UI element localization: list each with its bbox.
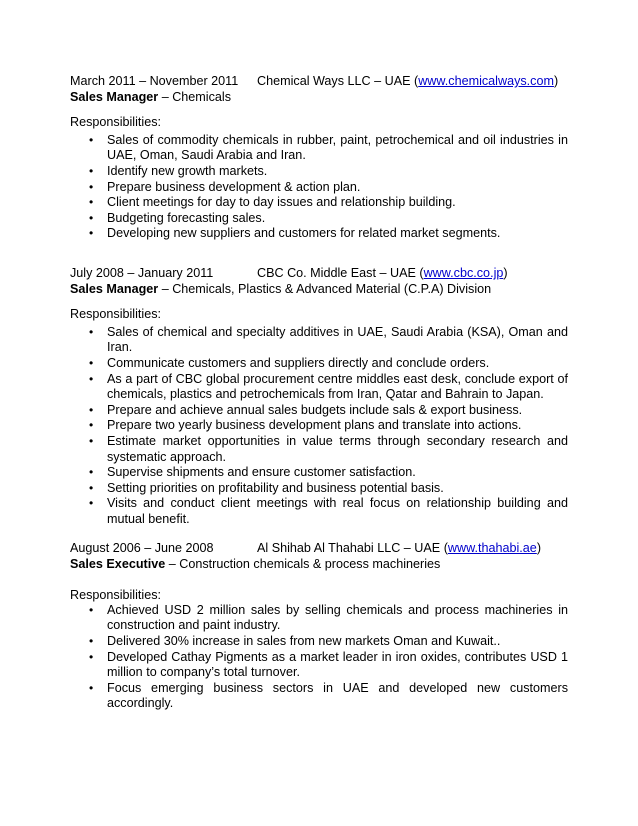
role-name: Sales Manager xyxy=(70,90,159,105)
company-name: CBC Co. Middle East – UAE (www.cbc.co.jp) xyxy=(257,266,508,280)
list-item: • Sales of chemical and specialty additives in UAE, Saudi Arabia (KSA), Oman and Iran. xyxy=(89,324,568,355)
job-dates: August 2006 – June 2008 xyxy=(70,541,214,555)
bullet-icon: • xyxy=(89,164,94,179)
bullet-icon: • xyxy=(89,179,94,194)
bullet-icon: • xyxy=(89,132,94,147)
job-dates: July 2008 – January 2011 xyxy=(70,266,214,280)
list-item: • Prepare two yearly business development plans and translate into actions. xyxy=(89,418,522,433)
job-header xyxy=(70,540,568,556)
bullet-icon: • xyxy=(89,680,94,695)
list-item: • Prepare and achieve annual sales budgets include sals & export business. xyxy=(89,402,523,417)
list-item: • Setting priorities on profitability and business potential basis. xyxy=(89,480,444,495)
job-entry xyxy=(70,73,568,242)
job-title: Sales Manager – Chemicals, Plastics & Advanced Material (C.P.A) Division xyxy=(70,282,492,297)
bullet-icon: • xyxy=(89,356,94,371)
responsibilities-list xyxy=(70,133,568,242)
company-website-link[interactable]: www.chemicalways.com xyxy=(418,74,554,88)
company-website-link[interactable]: www.thahabi.ae xyxy=(447,541,537,555)
bullet-icon: • xyxy=(89,634,94,649)
bullet-icon: • xyxy=(89,226,94,241)
bullet-icon: • xyxy=(89,480,94,495)
job-title: Sales Manager – Chemicals xyxy=(70,90,231,105)
list-item: • Budgeting forecasting sales. xyxy=(89,210,266,225)
list-item: • Identify new growth markets. xyxy=(89,164,268,179)
company-website-link[interactable]: www.cbc.co.jp xyxy=(423,266,504,280)
list-item: • Communicate customers and suppliers directly and conclude orders. xyxy=(89,356,490,371)
list-item: • Sales of commodity chemicals in rubber, paint, petrochemical and oil industries in UAE, Oman, Saudi Arabia and Iran. xyxy=(89,132,568,163)
list-item: • Focus emerging business sectors in UAE and developed new customers accordingly. xyxy=(89,680,568,711)
responsibilities-list xyxy=(70,603,568,712)
bullet-icon: • xyxy=(89,402,94,417)
list-item: • Supervise shipments and ensure customer satisfaction. xyxy=(89,465,416,480)
responsibilities-label: Responsibilities: xyxy=(70,306,161,321)
list-item: • Client meetings for day to day issues and relationship building. xyxy=(89,195,456,210)
job-entry xyxy=(70,540,568,712)
bullet-icon: • xyxy=(89,371,94,386)
list-item: • Developing new suppliers and customers for related market segments. xyxy=(89,226,501,241)
bullet-icon: • xyxy=(89,210,94,225)
list-item: • Achieved USD 2 million sales by selling chemicals and process machineries in construction and paint industry. xyxy=(89,602,568,633)
role-name: Sales Executive xyxy=(70,557,166,572)
job-header xyxy=(70,265,568,281)
list-item: • As a part of CBC global procurement centre middles east desk, conclude export of chemicals, plastics and petrochemicals from Iran, Qatar and Bahrain to Japan. xyxy=(89,371,568,402)
bullet-icon: • xyxy=(89,434,94,449)
bullet-icon: • xyxy=(89,195,94,210)
job-dates: March 2011 – November 2011 xyxy=(70,74,239,88)
company-name: Al Shihab Al Thahabi LLC – UAE (www.thahabi.ae) xyxy=(257,541,542,555)
responsibilities-label: Responsibilities: xyxy=(70,114,161,129)
bullet-icon: • xyxy=(89,496,94,511)
job-header xyxy=(70,73,568,89)
responsibilities-label: Responsibilities: xyxy=(70,587,161,602)
list-item: • Prepare business development & action plan. xyxy=(89,179,361,194)
bullet-icon: • xyxy=(89,418,94,433)
bullet-icon: • xyxy=(89,649,94,664)
list-item: • Estimate market opportunities in value terms through secondary research and systematic approach. xyxy=(89,434,568,464)
list-item: • Visits and conduct client meetings with real focus on relationship building and mutual benefit. xyxy=(89,496,568,527)
list-item: • Delivered 30% increase in sales from new markets Oman and Kuwait.. xyxy=(89,634,501,649)
company-name: Chemical Ways LLC – UAE (www.chemicalways.com) xyxy=(257,74,559,88)
list-item: • Developed Cathay Pigments as a market leader in iron oxides, contributes USD 1 million to company’s total turnover. xyxy=(89,649,568,680)
responsibilities-list xyxy=(70,325,568,528)
role-name: Sales Manager xyxy=(70,282,159,297)
bullet-icon: • xyxy=(89,324,94,339)
bullet-icon: • xyxy=(89,602,94,617)
job-title: Sales Executive – Construction chemicals & process machineries xyxy=(70,557,441,572)
job-entry xyxy=(70,265,568,528)
bullet-icon: • xyxy=(89,465,94,480)
